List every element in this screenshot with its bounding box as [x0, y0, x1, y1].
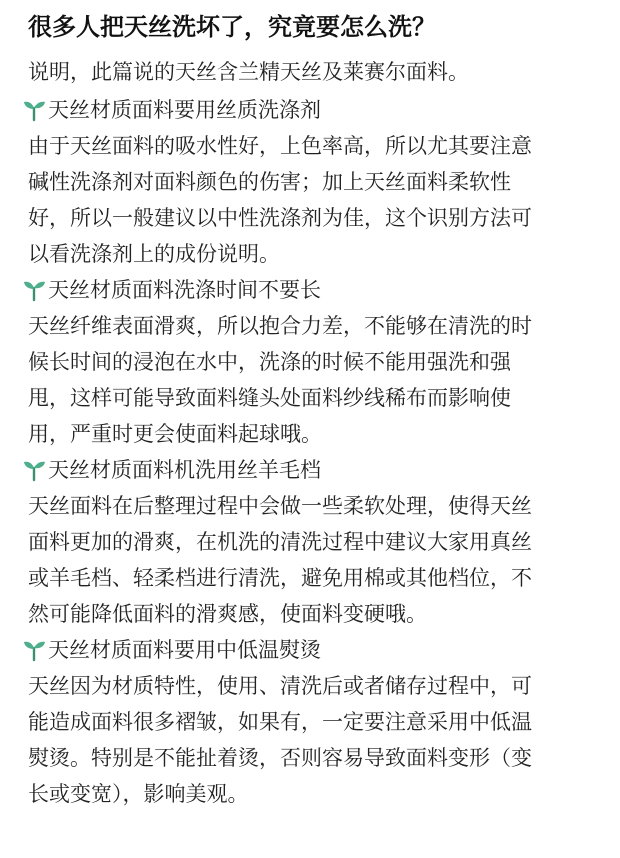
paragraph-line: 或羊毛档、轻柔档进行清洗，避免用棉或其他档位，不 — [28, 566, 532, 590]
paragraph-line: 以看洗涤剂上的成份说明。 — [28, 242, 280, 266]
paragraph-line: 长或变宽），影响美观。 — [28, 782, 249, 806]
paragraph-line: 面料更加的滑爽，在机洗的清洗过程中建议大家用真丝 — [28, 530, 532, 554]
section-heading-text: 天丝材质面料要用丝质洗涤剂 — [48, 98, 321, 122]
sprout-icon — [22, 278, 46, 302]
section-heading — [28, 272, 600, 308]
section-heading-text: 天丝材质面料洗涤时间不要长 — [48, 278, 321, 302]
paragraph-line: 熨烫。特别是不能扯着烫，否则容易导致面料变形（变 — [28, 746, 532, 770]
sprout-icon — [22, 638, 46, 662]
section-heading — [28, 452, 600, 488]
intro-note: 说明，此篇说的天丝含兰精天丝及莱赛尔面料。 — [28, 60, 469, 84]
section — [28, 272, 600, 452]
paragraph-line: 甩，这样可能导致面料缝头处面料纱线稀布而影响使 — [28, 386, 511, 410]
paragraph-line: 碱性洗涤剂对面料颜色的伤害；加上天丝面料柔软性 — [28, 170, 511, 194]
section — [28, 452, 600, 632]
section — [28, 632, 600, 812]
paragraph-line: 好，所以一般建议以中性洗涤剂为佳，这个识别方法可 — [28, 206, 532, 230]
paragraph-line: 天丝纤维表面滑爽，所以抱合力差，不能够在清洗的时 — [28, 314, 532, 338]
paragraph-line: 由于天丝面料的吸水性好，上色率高，所以尤其要注意 — [28, 134, 532, 158]
paragraph-line: 能造成面料很多褶皱，如果有，一定要注意采用中低温 — [28, 710, 532, 734]
section-heading — [28, 92, 600, 128]
sprout-icon — [22, 98, 46, 122]
section-heading-text: 天丝材质面料要用中低温熨烫 — [48, 638, 321, 662]
paragraph-line: 候长时间的浸泡在水中，洗涤的时候不能用强洗和强 — [28, 350, 511, 374]
section — [28, 92, 600, 272]
paragraph-line: 天丝面料在后整理过程中会做一些柔软处理，使得天丝 — [28, 494, 532, 518]
sprout-icon — [22, 458, 46, 482]
paragraph-line: 然可能降低面料的滑爽感，使面料变硬哦。 — [28, 602, 427, 626]
article-title: 很多人把天丝洗坏了，究竟要怎么洗？ — [28, 13, 436, 41]
paragraph-line: 用，严重时更会使面料起球哦。 — [28, 422, 322, 446]
section-heading-text: 天丝材质面料机洗用丝羊毛档 — [48, 458, 321, 482]
section-heading — [28, 632, 600, 668]
paragraph-line: 天丝因为材质特性，使用、清洗后或者储存过程中，可 — [28, 674, 532, 698]
